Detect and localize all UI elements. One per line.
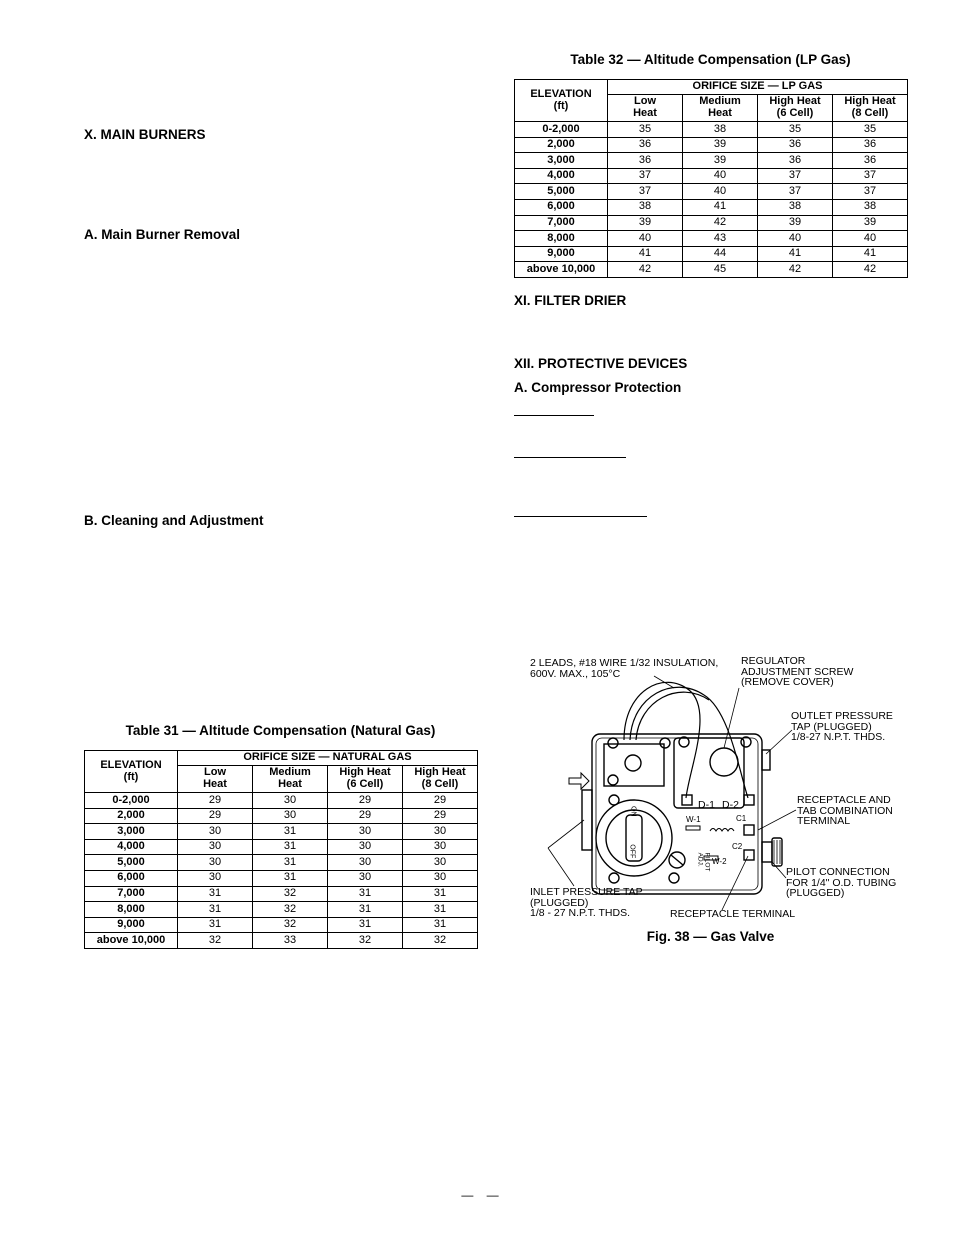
table32-elevation-header: ELEVATION (ft) <box>515 80 608 122</box>
orifice-size-cell: 41 <box>758 246 833 262</box>
orifice-size-cell: 40 <box>683 168 758 184</box>
receptacle-tab-label: RECEPTACLE AND TAB COMBINATION TERMINAL <box>797 794 893 827</box>
underline-rule <box>514 516 647 517</box>
orifice-size-cell: 29 <box>328 808 403 824</box>
orifice-size-cell: 36 <box>608 137 683 153</box>
orifice-size-cell: 44 <box>683 246 758 262</box>
orifice-size-cell: 37 <box>833 184 908 200</box>
elevation-cell: above 10,000 <box>85 933 178 949</box>
orifice-size-cell: 30 <box>403 870 478 886</box>
table31-col-header: Low Heat <box>178 766 253 793</box>
table32-col-header: Medium Heat <box>683 95 758 122</box>
table-row <box>515 262 908 278</box>
orifice-size-cell: 30 <box>328 855 403 871</box>
orifice-size-cell: 31 <box>253 824 328 840</box>
underline-rule <box>514 415 594 416</box>
orifice-size-cell: 40 <box>758 231 833 247</box>
orifice-size-cell: 37 <box>608 168 683 184</box>
orifice-size-cell: 42 <box>683 215 758 231</box>
table31-caption: Table 31 — Altitude Compensation (Natural Gas) <box>125 723 436 738</box>
table31-natural-gas <box>84 750 478 949</box>
orifice-size-cell: 40 <box>683 184 758 200</box>
d1-terminal-label: D-1 <box>698 799 715 811</box>
orifice-size-cell: 30 <box>403 855 478 871</box>
orifice-size-cell: 30 <box>328 824 403 840</box>
pilot-connection-label: PILOT CONNECTION FOR 1/4" O.D. TUBING (PLUGGED) <box>786 866 897 899</box>
orifice-size-cell: 41 <box>833 246 908 262</box>
orifice-size-cell: 32 <box>253 886 328 902</box>
elevation-cell: 3,000 <box>515 153 608 169</box>
orifice-size-cell: 38 <box>758 199 833 215</box>
c2-terminal-label: C2 <box>732 842 743 851</box>
orifice-size-cell: 31 <box>403 917 478 933</box>
orifice-size-cell: 30 <box>178 855 253 871</box>
table-row <box>85 793 478 809</box>
orifice-size-cell: 45 <box>683 262 758 278</box>
elevation-cell: 9,000 <box>85 917 178 933</box>
orifice-size-cell: 31 <box>403 886 478 902</box>
orifice-size-cell: 39 <box>608 215 683 231</box>
table31-elevation-header: ELEVATION (ft) <box>85 751 178 793</box>
orifice-size-cell: 31 <box>403 902 478 918</box>
orifice-size-cell: 29 <box>403 793 478 809</box>
table-row <box>515 168 908 184</box>
orifice-size-cell: 36 <box>608 153 683 169</box>
heading-filter-drier: XI. FILTER DRIER <box>514 293 627 308</box>
orifice-size-cell: 32 <box>253 902 328 918</box>
orifice-size-cell: 31 <box>328 886 403 902</box>
orifice-size-cell: 30 <box>178 839 253 855</box>
orifice-size-cell: 39 <box>683 153 758 169</box>
orifice-size-cell: 31 <box>253 839 328 855</box>
elevation-cell: 5,000 <box>515 184 608 200</box>
orifice-size-cell: 38 <box>683 122 758 138</box>
elevation-cell: 6,000 <box>515 199 608 215</box>
orifice-size-cell: 39 <box>683 137 758 153</box>
elevation-cell: 6,000 <box>85 870 178 886</box>
orifice-size-cell: 43 <box>683 231 758 247</box>
inlet-tap-label: INLET PRESSURE TAP (PLUGGED) 1/8 - 27 N.P.T. THDS. <box>530 886 643 919</box>
orifice-size-cell: 30 <box>403 839 478 855</box>
heading-cleaning-adjustment: B. Cleaning and Adjustment <box>84 513 264 528</box>
orifice-size-cell: 41 <box>683 199 758 215</box>
elevation-cell: 5,000 <box>85 855 178 871</box>
leads-label: 2 LEADS, #18 WIRE 1/32 INSULATION, 600V. MAX., 105°C <box>530 657 719 680</box>
orifice-size-cell: 33 <box>253 933 328 949</box>
elevation-cell: 2,000 <box>515 137 608 153</box>
table-row <box>85 808 478 824</box>
table31-col-header: Medium Heat <box>253 766 328 793</box>
orifice-size-cell: 32 <box>253 917 328 933</box>
table31-group-header: ORIFICE SIZE — NATURAL GAS <box>178 751 478 766</box>
orifice-size-cell: 30 <box>253 793 328 809</box>
orifice-size-cell: 30 <box>178 870 253 886</box>
orifice-size-cell: 40 <box>833 231 908 247</box>
orifice-size-cell: 29 <box>178 793 253 809</box>
table-row <box>85 933 478 949</box>
table31-col-header: High Heat (6 Cell) <box>328 766 403 793</box>
orifice-size-cell: 36 <box>758 137 833 153</box>
off-label: OFF <box>628 844 636 859</box>
table31-col-header: High Heat (8 Cell) <box>403 766 478 793</box>
heading-burner-removal: A. Main Burner Removal <box>84 227 241 242</box>
orifice-size-cell: 29 <box>403 808 478 824</box>
orifice-size-cell: 32 <box>328 933 403 949</box>
orifice-size-cell: 42 <box>608 262 683 278</box>
table32-caption: Table 32 — Altitude Compensation (LP Gas) <box>570 52 851 67</box>
elevation-cell: above 10,000 <box>515 262 608 278</box>
table-row <box>85 902 478 918</box>
orifice-size-cell: 30 <box>403 824 478 840</box>
table-row <box>515 122 908 138</box>
elevation-cell: 3,000 <box>85 824 178 840</box>
w1-terminal-label: W-1 <box>686 815 701 824</box>
elevation-cell: 7,000 <box>515 215 608 231</box>
orifice-size-cell: 37 <box>758 184 833 200</box>
receptacle-terminal-label: RECEPTACLE TERMINAL <box>670 908 796 920</box>
orifice-size-cell: 31 <box>328 902 403 918</box>
orifice-size-cell: 30 <box>253 808 328 824</box>
orifice-size-cell: 37 <box>608 184 683 200</box>
table-row <box>85 886 478 902</box>
table32-col-header: Low Heat <box>608 95 683 122</box>
elevation-cell: 8,000 <box>85 902 178 918</box>
page-number: — — <box>461 1188 499 1202</box>
orifice-size-cell: 36 <box>833 137 908 153</box>
orifice-size-cell: 39 <box>758 215 833 231</box>
table-row <box>85 855 478 871</box>
elevation-cell: 0-2,000 <box>515 122 608 138</box>
orifice-size-cell: 37 <box>833 168 908 184</box>
orifice-size-cell: 30 <box>178 824 253 840</box>
orifice-size-cell: 41 <box>608 246 683 262</box>
elevation-cell: 8,000 <box>515 231 608 247</box>
orifice-size-cell: 30 <box>328 839 403 855</box>
orifice-size-cell: 35 <box>833 122 908 138</box>
table32-col-header: High Heat (8 Cell) <box>833 95 908 122</box>
orifice-size-cell: 31 <box>178 902 253 918</box>
orifice-size-cell: 29 <box>178 808 253 824</box>
table-row <box>85 839 478 855</box>
orifice-size-cell: 38 <box>608 199 683 215</box>
orifice-size-cell: 31 <box>328 917 403 933</box>
orifice-size-cell: 42 <box>833 262 908 278</box>
w2-terminal-label: W-2 <box>712 857 727 866</box>
table-row <box>515 184 908 200</box>
d2-terminal-label: D-2 <box>722 799 739 811</box>
table-row <box>85 870 478 886</box>
gas-valve-figure <box>514 650 914 930</box>
orifice-size-cell: 36 <box>758 153 833 169</box>
orifice-size-cell: 31 <box>253 870 328 886</box>
heading-compressor-protection: A. Compressor Protection <box>514 380 682 395</box>
orifice-size-cell: 38 <box>833 199 908 215</box>
orifice-size-cell: 32 <box>178 933 253 949</box>
orifice-size-cell: 36 <box>833 153 908 169</box>
table-row <box>85 824 478 840</box>
orifice-size-cell: 29 <box>328 793 403 809</box>
table-row <box>515 153 908 169</box>
pilot-adj-label: PILOT ADJ. <box>696 852 711 872</box>
table-row <box>515 246 908 262</box>
table-row <box>515 215 908 231</box>
figure38-caption: Fig. 38 — Gas Valve <box>646 929 775 944</box>
orifice-size-cell: 31 <box>178 917 253 933</box>
underline-rule <box>514 457 626 458</box>
elevation-cell: 4,000 <box>85 839 178 855</box>
orifice-size-cell: 35 <box>758 122 833 138</box>
table32-lp-gas <box>514 79 908 278</box>
elevation-cell: 4,000 <box>515 168 608 184</box>
elevation-cell: 9,000 <box>515 246 608 262</box>
orifice-size-cell: 37 <box>758 168 833 184</box>
elevation-cell: 7,000 <box>85 886 178 902</box>
orifice-size-cell: 40 <box>608 231 683 247</box>
orifice-size-cell: 42 <box>758 262 833 278</box>
orifice-size-cell: 31 <box>178 886 253 902</box>
heading-main-burners: X. MAIN BURNERS <box>84 127 206 142</box>
elevation-cell: 2,000 <box>85 808 178 824</box>
outlet-tap-label: OUTLET PRESSURE TAP (PLUGGED) 1/8-27 N.P.T. THDS. <box>791 710 893 743</box>
orifice-size-cell: 35 <box>608 122 683 138</box>
orifice-size-cell: 39 <box>833 215 908 231</box>
table32-group-header: ORIFICE SIZE — LP GAS <box>608 80 908 95</box>
table-row <box>515 137 908 153</box>
elevation-cell: 0-2,000 <box>85 793 178 809</box>
table-row <box>85 917 478 933</box>
heading-protective-devices: XII. PROTECTIVE DEVICES <box>514 356 688 371</box>
c1-terminal-label: C1 <box>736 814 747 823</box>
orifice-size-cell: 32 <box>403 933 478 949</box>
orifice-size-cell: 30 <box>328 870 403 886</box>
regulator-label: REGULATOR ADJUSTMENT SCREW (REMOVE COVER) <box>741 655 854 688</box>
orifice-size-cell: 31 <box>253 855 328 871</box>
table-row <box>515 199 908 215</box>
table-row <box>515 231 908 247</box>
table32-col-header: High Heat (6 Cell) <box>758 95 833 122</box>
on-label: ON <box>629 806 637 817</box>
